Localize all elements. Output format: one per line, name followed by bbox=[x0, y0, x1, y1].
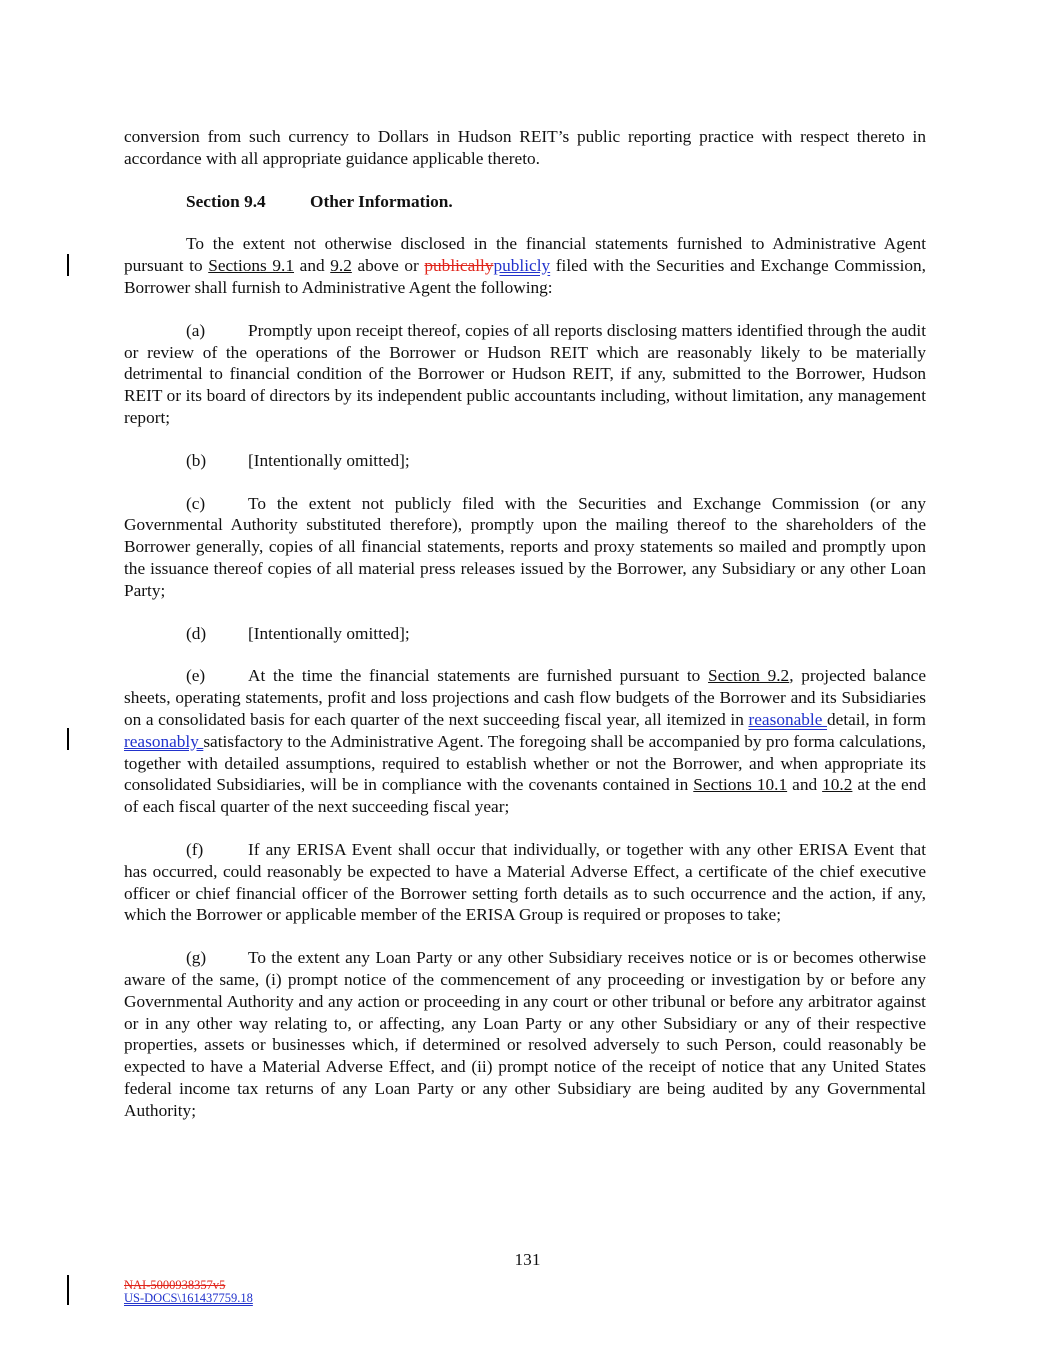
section-reference: Sections 10.1 bbox=[693, 775, 788, 795]
clause-label: (e) bbox=[186, 666, 206, 686]
inserted-text: reasonable bbox=[748, 709, 828, 729]
clause-text: To the extent any Loan Party or any other Subsidiary receives notice or is or becomes otherwise aware of the same, (i) prompt notice of the commencement of any proceeding or investigation by or before any Governmental Authority and any action or proceeding in any court or other tribunal or before any arbitrator against or in any other way relating to, or affecting, any Loan Party or any other Subsidiary or any of their respective properties, assets or businesses which, if determined or resolved adversely to such Person, could reasonably be expected to have a Material Adverse Effect, and (ii) prompt notice of the receipt of notice that any United States federal income tax returns of any Loan Party or any other Subsidiary are being audited by any Governmental Authority; bbox=[124, 948, 926, 1120]
section-reference: Sections 9.1 bbox=[208, 256, 295, 276]
inserted-doc-id: US-DOCS\161437759.18 bbox=[124, 1290, 253, 1305]
clause-label: (c) bbox=[186, 493, 206, 513]
text-run: above or bbox=[351, 256, 425, 276]
clause-label: (g) bbox=[186, 948, 207, 968]
section-number: Section 9.4 bbox=[186, 191, 266, 211]
clause-text: To the extent not publicly filed with the Securities and Exchange Commission (or any Governmental Authority substituted therefore), promptly upon the mailing thereof to the shareholders of the Borrower generally, copies of all financial statements, reports and proxy statements so mailed and promptly upon the issuance thereof copies of all material press releases issued by the Borrower, any Subsidiary or any other Loan Party; bbox=[124, 493, 926, 600]
intro-paragraph: conversion from such currency to Dollars in Hudson REIT’s public reporting practice with respect thereto in accordance with all appropriate guidance applicable thereto. bbox=[124, 127, 926, 168]
clause-text: If any ERISA Event shall occur that individually, or together with any other ERISA Event that has occurred, could reasonably be expected to have a Material Adverse Effect, a certificate of the chief executive officer or chief financial officer of the Borrower setting forth details as to such occurrence and the action, if any, which the Borrower or applicable member of the ERISA Group is required or proposes to take; bbox=[124, 839, 926, 925]
clause-c bbox=[124, 493, 926, 602]
clause-b bbox=[124, 450, 926, 472]
change-bar bbox=[67, 728, 69, 750]
page-number: 131 bbox=[514, 1250, 541, 1269]
text-run: at the end of each fiscal quarter of the next succeeding fiscal year; bbox=[124, 775, 927, 817]
text-run: detail, in form bbox=[827, 709, 926, 729]
clause-label: (b) bbox=[186, 450, 207, 470]
change-bar bbox=[67, 254, 69, 276]
section-heading bbox=[124, 191, 926, 213]
document-footer bbox=[124, 1279, 253, 1304]
clause-label: (f) bbox=[186, 839, 204, 859]
document-body bbox=[124, 126, 926, 1121]
clause-text: Promptly upon receipt thereof, copies of all reports disclosing matters identified through the audit or review of the operations of the Borrower or Hudson REIT which are reasonably likely to be materially detrimental to financial condition of the Borrower or Hudson REIT, if any, submitted to the Borrower, Hudson REIT or its board of directors by its independent public accountants including, without limitation, any management report; bbox=[124, 320, 926, 427]
clause-label: (a) bbox=[186, 320, 206, 340]
clause-e bbox=[124, 665, 926, 818]
lead-paragraph bbox=[124, 233, 926, 298]
inserted-text: reasonably bbox=[124, 731, 204, 751]
text-run: and bbox=[294, 256, 331, 276]
text-run: filed with the Securities and Exchange Commission, Borrower shall furnish to Administrative Agent the following: bbox=[124, 256, 926, 297]
text-run: satisfactory to the Administrative Agent. The foregoing shall be accompanied by pro forma calculations, together with detailed assumptions, required to establish whether or not the Borrower, and when appropriate its consolidated Subsidiaries, will be in compliance with the covenants contained in bbox=[124, 731, 926, 795]
section-reference: Section 9.2 bbox=[708, 666, 790, 686]
clause-a bbox=[124, 320, 926, 429]
clause-g bbox=[124, 947, 926, 1121]
change-bar bbox=[67, 1275, 69, 1305]
deleted-text: publically bbox=[424, 256, 494, 276]
text-run: and bbox=[787, 775, 823, 795]
section-title: Other Information. bbox=[310, 191, 453, 211]
deleted-doc-id: NAI-5000938357v5 bbox=[124, 1278, 226, 1292]
clause-text: [Intentionally omitted]; bbox=[248, 623, 410, 643]
clause-d bbox=[124, 623, 926, 645]
text-run: At the time the financial statements are furnished pursuant to bbox=[248, 666, 709, 686]
section-reference: 10.2 bbox=[822, 775, 853, 795]
clause-label: (d) bbox=[186, 623, 207, 643]
text-run: , projected balance sheets, operating statements, profit and loss projections and cash flow budgets of the Borrower and its Subsidiaries on a consolidated basis for each quarter of the next succeeding fiscal year, all itemized in bbox=[124, 666, 926, 729]
clause-f bbox=[124, 839, 926, 926]
section-reference: 9.2 bbox=[330, 256, 352, 276]
inserted-text: publicly bbox=[493, 256, 551, 276]
clause-text: [Intentionally omitted]; bbox=[248, 450, 410, 470]
text-run: To the extent not otherwise disclosed in the financial statements furnished to Administrative Agent pursuant to bbox=[124, 234, 926, 276]
